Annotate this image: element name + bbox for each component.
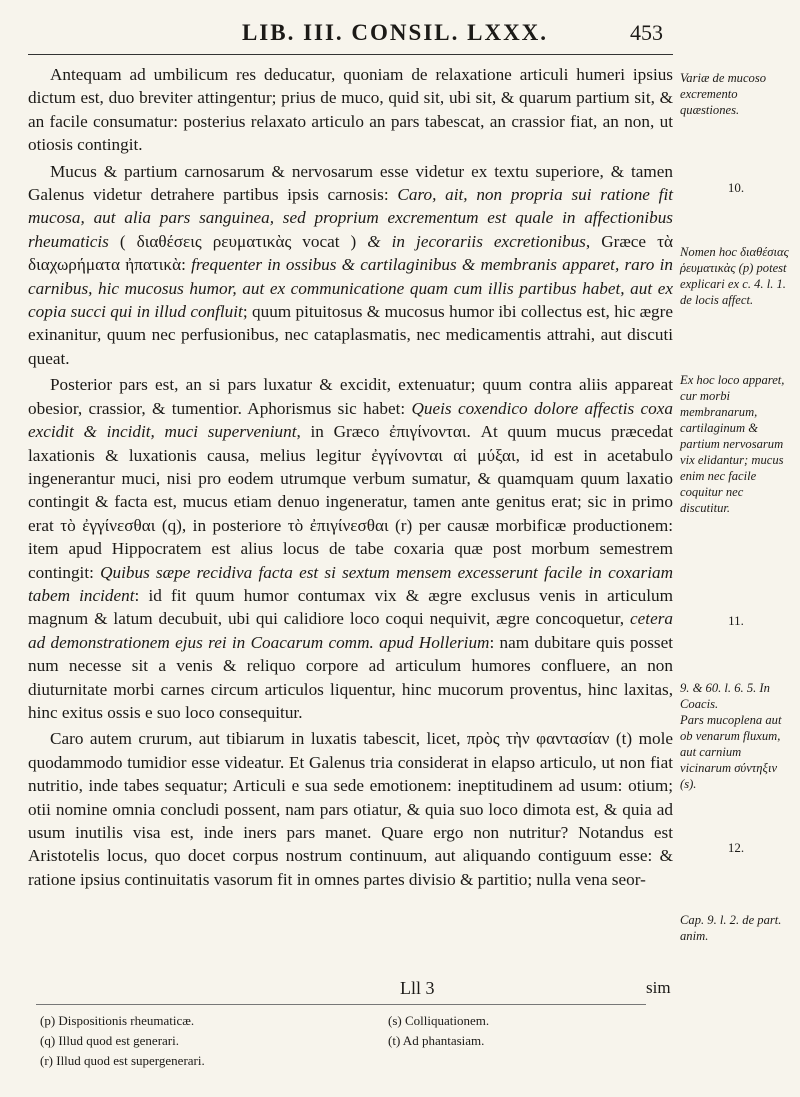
section-number: 11. — [728, 613, 744, 628]
text-run: Antequam ad umbilicum res deducatur, quoniam de relaxatione articuli humeri ipsius dictum est, duo breviter attingentur; prius de muco, quid sit, ubi sit, & quarum partium sit, & an facile consumatur: posterius relaxato articulo an pars tabescat, an crassior fiat, an non, ut otiosis contingit. — [28, 65, 673, 155]
quotation-text: frequenter in ossibus & cartilaginibus & membranis apparet, raro in carnibus, hic mucosus humor, aut ex communicatione quam cum illis partibus habet, aut ex copia succi qui in illud confluit — [28, 255, 673, 322]
footnote: (q) Illud quod est generari. — [40, 1033, 179, 1048]
margin-note: Pars mucoplena aut ob venarum fluxum, aut carnium vicinarum σύντηξιν (s). — [680, 713, 782, 791]
footnote: (s) Colliquationem. — [388, 1013, 490, 1028]
header-rule — [28, 54, 673, 55]
quotation-text: cetera ad demonstrationem ejus rei in Coacarum comm. apud Hollerium — [28, 609, 673, 652]
margin-note: Nomen hoc διαθέσιας ῥευματικὰς (p) potest explicari ex c. 4. l. 1. de locis affect. — [680, 245, 789, 307]
text-run: : nam dubitare quis posset num necesse sit a venis & reliquo corpore ad articulum humores confluere, an non diuturnitate morbi carnes circum articulos liquentur, hinc mucorum proventus, hinc laxitas, hinc exitus ossis e suo loco consequitur. — [28, 632, 673, 722]
section-number: 10. — [727, 180, 745, 195]
paragraph — [28, 373, 673, 724]
main-text — [28, 63, 673, 894]
catchword: sim — [646, 978, 671, 997]
margin-note: Ex hoc loco apparet, cur morbi membranarum, cartilaginum & partium nervosarum vix elidantur; mucus enim nec facile coquitur nec discutitur. — [680, 373, 785, 515]
footnote: (r) Illud quod est supergenerari. — [40, 1053, 205, 1068]
text-run: , Græce τὰ διαχωρήματα ἠπατικὰ: — [28, 231, 673, 275]
paragraph — [28, 160, 673, 371]
footnote: (t) Ad phantasiam. — [388, 1033, 485, 1048]
margin-note: Variæ de mucoso excremento quæstiones. — [680, 71, 767, 117]
signature-mark: Lll 3 — [400, 978, 435, 998]
text-run: : id fit quum humor contumax vix & ægre exclusus venis in articulum magnum & latum decubuit, ubi qui calidiore loco coqui nequivit, ægre concoquetur, — [28, 585, 673, 629]
text-run: ( διαθέσεις ρευματικὰς vocat ) — [108, 231, 368, 251]
quotation-text: & in jecorariis excretionibus — [367, 231, 586, 251]
text-run: Posterior pars est, an si pars luxatur & excidit, extenuatur; quum contra aliis appareat obesior, crassior, & tumentior. Aphorismus sic habet: — [28, 375, 673, 418]
page-number: 453 — [630, 20, 663, 45]
section-number: 12. — [727, 840, 745, 855]
paragraph — [28, 727, 673, 891]
text-run: ; quum pituitosus & mucosus humor ibi collectus est, hic ægre exinanitur, quum nec perfusionibus, nec cataplasmatis, nec medicamentis attrahi, aut discuti queat. — [28, 302, 673, 368]
text-run: , in Græco ἐπιγίνονται. At quum mucus præcedat laxationis & luxationis causa, melius legitur ἐγγίνονται αἱ μύξαι, id est in acetabulo ingenerantur muci, nisi pro eodem utrumque verbum sumatur, & quamquam quum laxatio contingit & facta est, mucus etiam denuo ingeneratur, tamen ante genitus erat; sic in primo erat τὸ ἐγγίνεσθαι (q), in posteriore τὸ ἐπιγίνεσθαι (r) per causæ morbificæ productionem: item apud Hippocratem est alius locus de tabe coxaria quæ post morbum semestrem contingit: — [28, 422, 673, 582]
text-run: Caro autem crurum, aut tibiarum in luxatis tabescit, licet, πρὸς τὴν φαντασίαν (t) mole quodammodo tumidior esse videatur. Et Galenus tria considerat in elapso articulo, ut non fiat nutritio, inde tabes sequatur; Articuli e sua sede emotionem: ineptitudinem ad usum: otium; otii nomine omnia concludi possent, nam pars otiatur, & quia suo loco dimota est, & quia ad usum inutilis visa est, inde iners pars manet. Quare ergo non nutritur? Notandus est Aristotelis locus, quo docet corpus nostrum continuum, aut aliquando contiguum esse: & ratione ipsius continuitatis vasorum fit in omnes partes divisio & partitio; nulla vena seor- — [28, 729, 673, 889]
quotation-text: Caro, ait, non propria sui ratione fit mucosa, aut alia pars sanguinea, sed proprium excrementum est quale in affectionibus rheumaticis — [28, 185, 673, 251]
text-run: Mucus & partium carnosarum & nervosarum esse videtur ex textu superiore, & tamen Galenus videtur detrahere partibus ipsis carnosis: — [28, 161, 673, 205]
quotation-text: Quibus sæpe recidiva facta est si sextum mensem excesserunt facile in coxariam tabem incident — [28, 562, 673, 605]
footnote: (p) Dispositionis rheumaticæ. — [40, 1013, 195, 1028]
margin-note: Cap. 9. l. 2. de part. anim. — [680, 913, 782, 943]
paragraph — [28, 63, 673, 157]
margin-note: 9. & 60. l. 6. 5. In Coacis. — [680, 681, 770, 711]
footnote-rule — [36, 1004, 646, 1005]
running-head: LIB. III. CONSIL. LXXX. — [241, 20, 549, 45]
quotation-text: Queis coxendico dolore affectis coxa excidit & incidit, muci superveniunt — [28, 398, 673, 442]
